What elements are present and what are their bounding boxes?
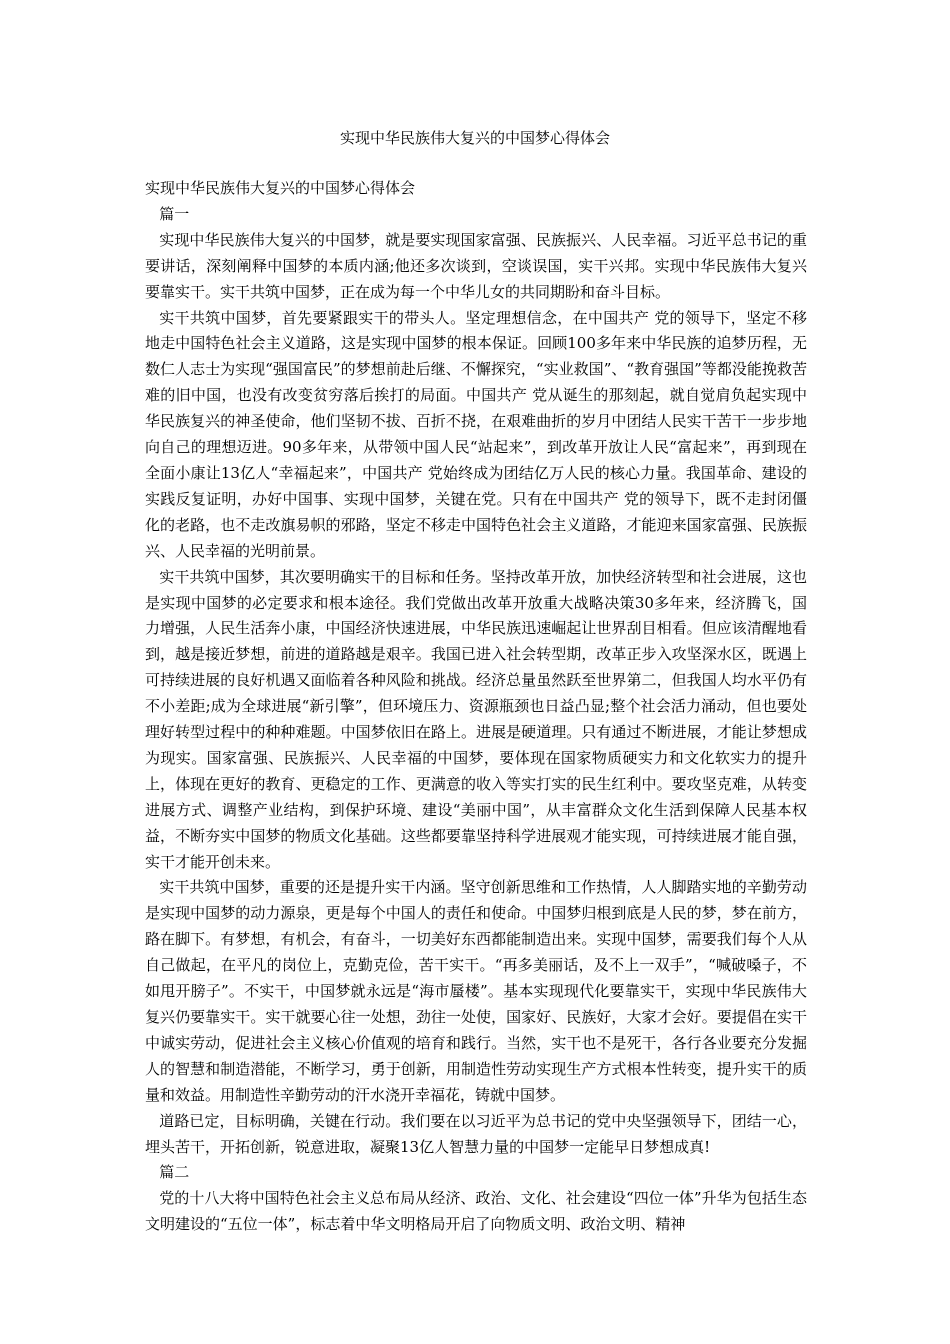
paragraph: 实干共筑中国梦，首先要紧跟实干的带头人。坚定理想信念，在中国共产 党的领导下，坚定不移地走中国特色社会主义道路，这是实现中国梦的根本保证。回顾100多年来中华民族的追梦历程，无数仁人志士为实现“强国富民”的梦想前赴后继、不懈探究，“实业救国”、“教育强国”等都没能挽救苦难的旧中国，也没有改变贫穷落后挨打的局面。中国共产 党从诞生的那刻起，就自觉肩负起实现中华民族复兴的神圣使命，他们坚韧不拔、百折不挠，在艰难曲折的岁月中团结人民实干苦干一步步地向自己的理想迈进。90多年来，从带领中国人民“站起来”，到改革开放让人民“富起来”，再到现在全面小康让13亿人“幸福起来”，中国共产 党始终成为团结亿万人民的核心力量。我国革命、建设的实践反复证明，办好中国事、实现中国梦，关键在党。只有在中国共产 党的领导下，既不走封闭僵化的老路，也不走改旗易帜的邪路，坚定不移走中国特色社会主义道路，才能迎来国家富强、民族振兴、人民幸福的光明前景。 <box>145 308 807 560</box>
document-subtitle: 实现中华民族伟大复兴的中国梦心得体会 <box>145 179 416 197</box>
paragraph: 实干共筑中国梦，重要的还是提升实干内涵。坚守创新思维和工作热情，人人脚踏实地的辛勤劳动是实现中国梦的动力源泉，更是每个中国人的责任和使命。中国梦归根到底是人民的梦，梦在前方，路在脚下。有梦想，有机会，有奋斗，一切美好东西都能制造出来。实现中国梦，需要我们每个人从自己做起，在平凡的岗位上，克勤克俭，苦干实干。“再多美丽话，及不上一双手”，“喊破嗓子，不如甩开膀子”。不实干，中国梦就永远是“海市蜃楼”。基本实现现代化要靠实干，实现中华民族伟大复兴仍要靠实干。实干就要心往一处想，劲往一处使，国家好、民族好，大家才会好。要提倡在实干中诚实劳动，促进社会主义核心价值观的培育和践行。当然，实干也不是死干，各行各业要充分发掘人的智慧和制造潜能，不断学习，勇于创新，用制造性劳动实现生产方式根本性转变，提升实干的质量和效益。用制造性辛勤劳动的汗水浇开幸福花，铸就中国梦。 <box>145 878 807 1104</box>
document-body <box>145 176 807 1238</box>
paragraph: 党的十八大将中国特色社会主义总布局从经济、政治、文化、社会建设“四位一体”升华为包括生态文明建设的“五位一体”，标志着中华文明格局开启了向物质文明、政治文明、精神 <box>145 1189 807 1234</box>
paragraph: 道路已定，目标明确，关键在行动。我们要在以习近平为总书记的党中央坚强领导下，团结一心，埋头苦干，开拓创新，锐意进取，凝聚13亿人智慧力量的中国梦一定能早日梦想成真! <box>145 1111 807 1156</box>
document-title: 实现中华民族伟大复兴的中国梦心得体会 <box>339 129 610 147</box>
paragraph: 实现中华民族伟大复兴的中国梦，就是要实现国家富强、民族振兴、人民幸福。习近平总书记的重要讲话，深刻阐释中国梦的本质内涵;他还多次谈到，空谈误国，实干兴邦。实现中华民族伟大复兴要靠实干。实干共筑中国梦，正在成为每一个中华儿女的共同期盼和奋斗目标。 <box>145 230 807 301</box>
paragraph: 实干共筑中国梦，其次要明确实干的目标和任务。坚持改革开放，加快经济转型和社会进展，这也是实现中国梦的必定要求和根本途径。我们党做出改革开放重大战略决策30多年来，经济腾飞，国力增强，人民生活奔小康，中国经济快速进展，中华民族迅速崛起让世界刮目相看。但应该清醒地看到，越是接近梦想，前进的道路越是艰辛。我国已进入社会转型期，改革正步入攻坚深水区，既遇上可持续进展的良好机遇又面临着各种风险和挑战。经济总量虽然跃至世界第二，但我国人均水平仍有不小差距;成为全球进展“新引擎”，但环境压力、资源瓶颈也日益凸显;整个社会活力涌动，但也要处理好转型过程中的种种难题。中国梦依旧在路上。进展是硬道理。只有通过不断进展，才能让梦想成为现实。国家富强、民族振兴、人民幸福的中国梦，要体现在国家物质硬实力和文化软实力的提升上，体现在更好的教育、更稳定的工作、更满意的收入等实打实的民生红利中。要攻坚克难，从转变进展方式、调整产业结构，到保护环境、建设“美丽中国”，从丰富群众文化生活到保障人民基本权益，不断夯实中国梦的物质文化基础。这些都要靠坚持科学进展观才能实现，可持续进展才能自强，实干才能开创未来。 <box>145 567 807 871</box>
section-label-2: 篇二 <box>159 1163 190 1182</box>
section-label-1: 篇一 <box>159 204 190 223</box>
